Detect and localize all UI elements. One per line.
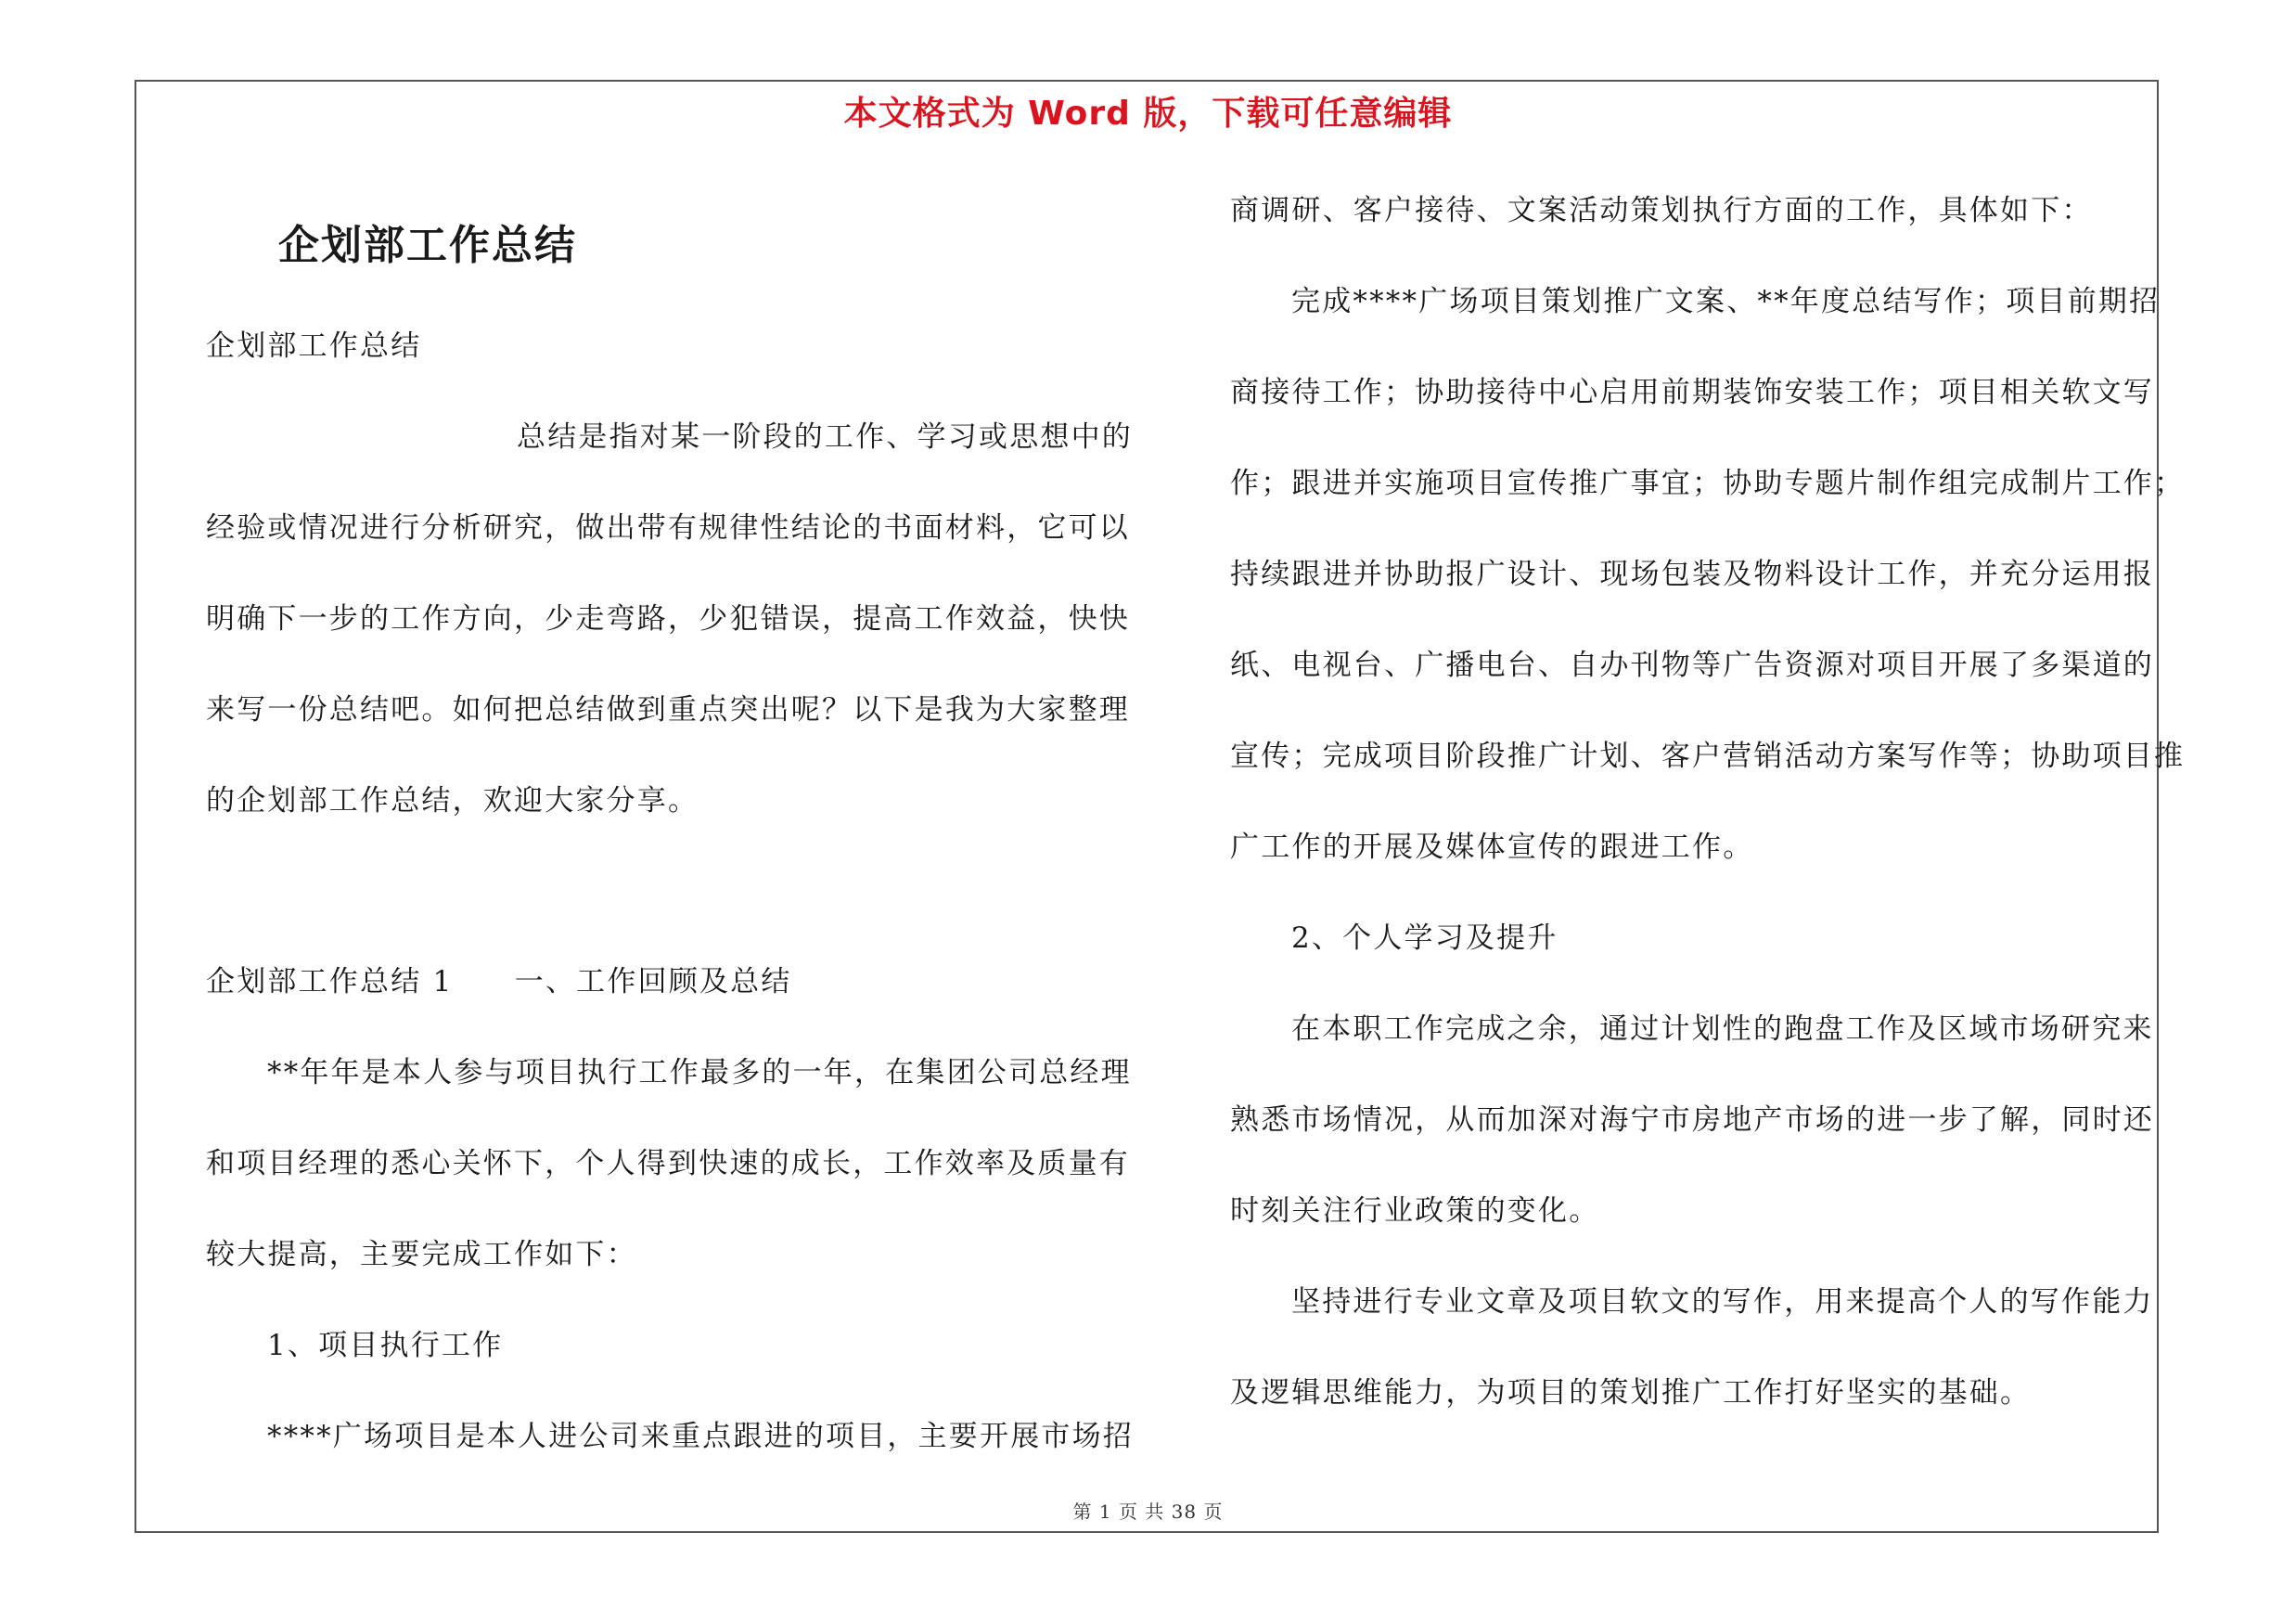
paragraph-line: 时刻关注行业政策的变化。 <box>1230 1194 1600 1228</box>
paragraph-line: 的企划部工作总结，欢迎大家分享。 <box>206 784 699 818</box>
paragraph-line: 商调研、客户接待、文案活动策划执行方面的工作，具体如下： <box>1230 194 2093 227</box>
paragraph-line: 经验或情况进行分析研究，做出带有规律性结论的书面材料，它可以 <box>206 511 1130 545</box>
paragraph-line: 较大提高，主要完成工作如下： <box>206 1238 637 1271</box>
paragraph-line: 明确下一步的工作方向，少走弯路，少犯错误，提高工作效益，快快 <box>206 602 1130 636</box>
paragraph-line: 来写一份总结吧。如何把总结做到重点突出呢？以下是我为大家整理 <box>206 693 1130 727</box>
paragraph-line: 在本职工作完成之余，通过计划性的跑盘工作及区域市场研究来 <box>1291 1012 2154 1046</box>
section-heading: 企划部工作总结 1 一、工作回顾及总结 <box>206 965 792 998</box>
document-title: 企划部工作总结 <box>278 222 577 269</box>
subsection-heading: 2、个人学习及提升 <box>1291 921 1558 955</box>
paragraph-line: **年年是本人参与项目执行工作最多的一年，在集团公司总经理 <box>267 1056 1132 1089</box>
paragraph-line: 坚持进行专业文章及项目软文的写作，用来提高个人的写作能力 <box>1291 1285 2154 1319</box>
paragraph-line: 及逻辑思维能力，为项目的策划推广工作打好坚实的基础。 <box>1230 1376 2032 1410</box>
paragraph-line: 熟悉市场情况，从而加深对海宁市房地产市场的进一步了解，同时还 <box>1230 1103 2154 1137</box>
word-format-banner: 本文格式为 Word 版，下载可任意编辑 <box>843 95 1453 133</box>
paragraph-line: 宣传；完成项目阶段推广计划、客户营销活动方案写作等；协助项目推 <box>1230 740 2186 773</box>
paragraph-line: 完成****广场项目策划推广文案、**年度总结写作；项目前期招 <box>1291 285 2161 318</box>
subsection-heading: 1、项目执行工作 <box>267 1329 504 1362</box>
subtitle-line: 企划部工作总结 <box>206 329 422 363</box>
paragraph-line: 总结是指对某一阶段的工作、学习或思想中的 <box>517 420 1133 454</box>
paragraph-line: 和项目经理的悉心关怀下，个人得到快速的成长，工作效率及质量有 <box>206 1147 1130 1180</box>
paragraph-line: 商接待工作；协助接待中心启用前期装饰安装工作；项目相关软文写 <box>1230 376 2154 409</box>
paragraph-line: 广工作的开展及媒体宣传的跟进工作。 <box>1230 831 1754 864</box>
paragraph-line: ****广场项目是本人进公司来重点跟进的项目，主要开展市场招 <box>267 1420 1134 1453</box>
paragraph-line: 作；跟进并实施项目宣传推广事宜；协助专题片制作组完成制片工作； <box>1230 467 2186 500</box>
paragraph-line: 持续跟进并协助报广设计、现场包装及物料设计工作，并充分运用报 <box>1230 558 2154 591</box>
paragraph-line: 纸、电视台、广播电台、自办刊物等广告资源对项目开展了多渠道的 <box>1230 649 2154 682</box>
page-number-footer: 第 1 页 共 38 页 <box>1072 1501 1224 1523</box>
